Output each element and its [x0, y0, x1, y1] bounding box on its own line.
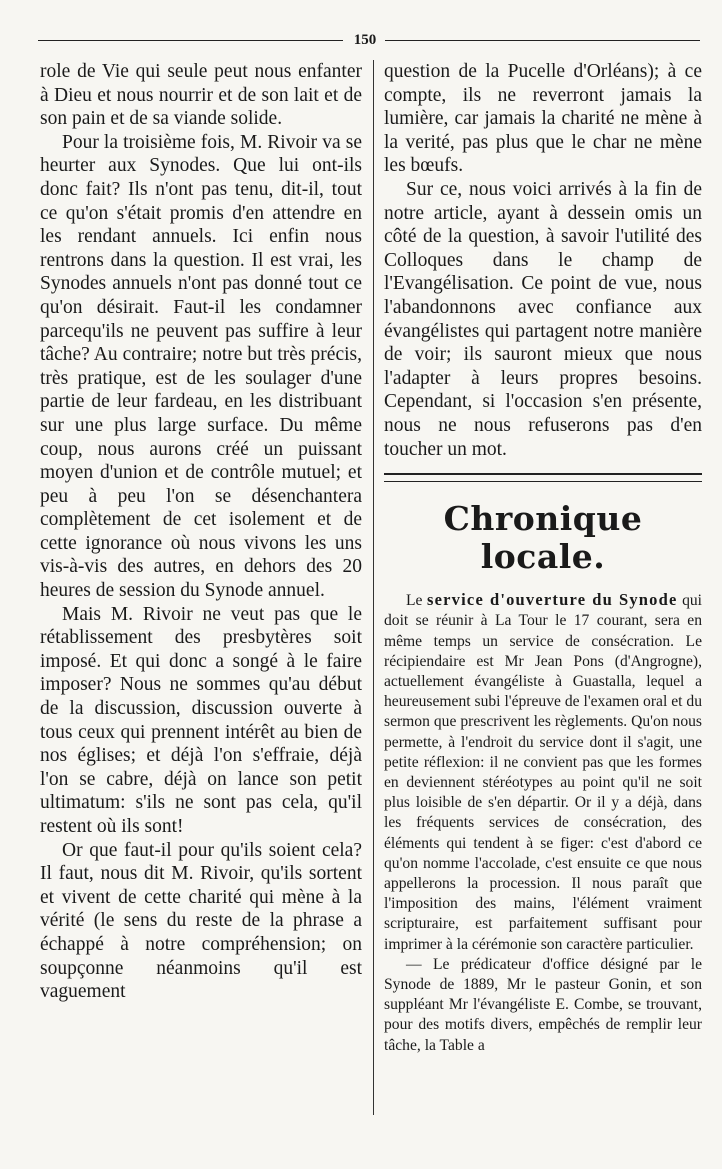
right-paragraph-2: Sur ce, nous voici arrivés à la fin de notre article, ayant à dessein omis un côté de la question, à savoir l'utilité des Colloques dans le champ de l'Evangélisation. Ce point de vue, nous l'abandonnons avec confiance aux évangélistes qui partagent notre manière de voir; ils sauront mieux que nous l'adapter à leurs propres besoins. Cependant, si l'occasion s'en présente, nous ne nous refuserons pas d'en toucher un mot.: [384, 178, 702, 460]
chronique-body: qui doit se réunir à La Tour le 17 courant, sera en même temps un service de consécration. Le récipiendaire est Mr Jean Pons (d'Angrogne), actuellement évangéliste à Guastalla, lequel a heureusement subi l'épreuve de l'examen oral et du sermon que prescrivent les règlements. Qu'on nous permette, à l'endroit du service dont il s'agit, une petite réflexion: il ne convient pas que les formes en deviennent stéréotypes au point qu'il ne soit plus loisible de s'en départir. Or il y a déjà, dans les fréquents services de consécration, des éléments qui tendent à se figer: c'est d'abord ce qu'on nomme l'accolade, c'est ensuite ce que nous appellerons la procession. Il nous paraît que l'imposition des mains, l'élément vraiment scripturaire, est parfaitement suffisant pour imprimer à la cérémonie son caractère particulier.: [384, 592, 703, 953]
page-header: [38, 30, 700, 50]
chronique-paragraph-1: [384, 590, 702, 955]
header-rule-left: [38, 40, 343, 41]
section-title: Chronique locale.: [443, 499, 643, 577]
left-paragraph-1: role de Vie qui seule peut nous enfanter à Dieu et nous nourrir et de son lait et de son pain et de sa viande solide.: [40, 61, 362, 130]
chronique-paragraph-2: — Le prédicateur d'office désigné par le Synode de 1889, Mr le pasteur Gonin, et son suppléant Mr l'évangéliste E. Combe, se trouvant, pour des motifs divers, empêchés de remplir leur tâche, la Table a: [384, 955, 702, 1054]
header-rule-right: [385, 40, 700, 41]
chronique-spaced-heading: service d'ouverture du Synode: [427, 590, 678, 610]
section-rule-thin: [384, 481, 702, 482]
right-column: [384, 60, 702, 1056]
right-paragraph-1: question de la Pucelle d'Orléans); à ce compte, ils ne reverront jamais la lumière, car jamais la charité ne mène à la verité, pas plus que le char ne mène les bœufs.: [384, 61, 702, 177]
left-paragraph-3: Mais M. Rivoir ne veut pas que le rétablissement des presbytères soit imposé. Et qui donc a songé à le faire imposer? Nous ne sommes qu'au début de la discussion, discussion ouverte à tous ceux qui prennent intérêt au bien de nos églises; et déjà l'on s'effraie, déjà l'on se cabre, déjà on lance son petit ultimatum: s'ils ne sont pas cela, qu'il restent où ils sont!: [40, 603, 362, 837]
section-rule-thick: [384, 473, 702, 475]
left-paragraph-4: Or que faut-il pour qu'ils soient cela? Il faut, nous dit M. Rivoir, qu'ils sortent et vivent de cette charité qui mène à la vérité (le sens du reste de la phrase a échappé à notre compréhension; on soupçonne néanmoins qu'il est vaguement: [40, 839, 362, 1003]
column-divider: [373, 60, 374, 1115]
chronique-lead: Le: [406, 592, 423, 610]
left-paragraph-2: Pour la troisième fois, M. Rivoir va se heurter aux Synodes. Que lui ont-ils donc fait? Ils n'ont pas tenu, dit-il, tout ce qu'on s'était promis d'en attendre en les rendant annuels. Ici enfin nous rentrons dans la question. Il est vrai, les Synodes annuels n'ont pas donné tout ce qu'on désirait. Faut-il les condamner parcequ'ils ne peuvent pas suffire à leur tâche? Au contraire; notre but très précis, très pratique, est de les soulager d'une partie de leur fardeau, en les distribuant sur une plus large surface. Du même coup, nous aurons créé un puissant moyen d'union et de contrôle mutuel; et peu à peu l'on se désenchantera complètement de cet isolement et de cette ignorance où nous vivons les uns vis-à-vis des autres, en dehors des 20 heures de session du Synode annuel.: [40, 131, 362, 602]
page-number: 150: [353, 32, 377, 48]
left-column: [40, 60, 362, 1004]
